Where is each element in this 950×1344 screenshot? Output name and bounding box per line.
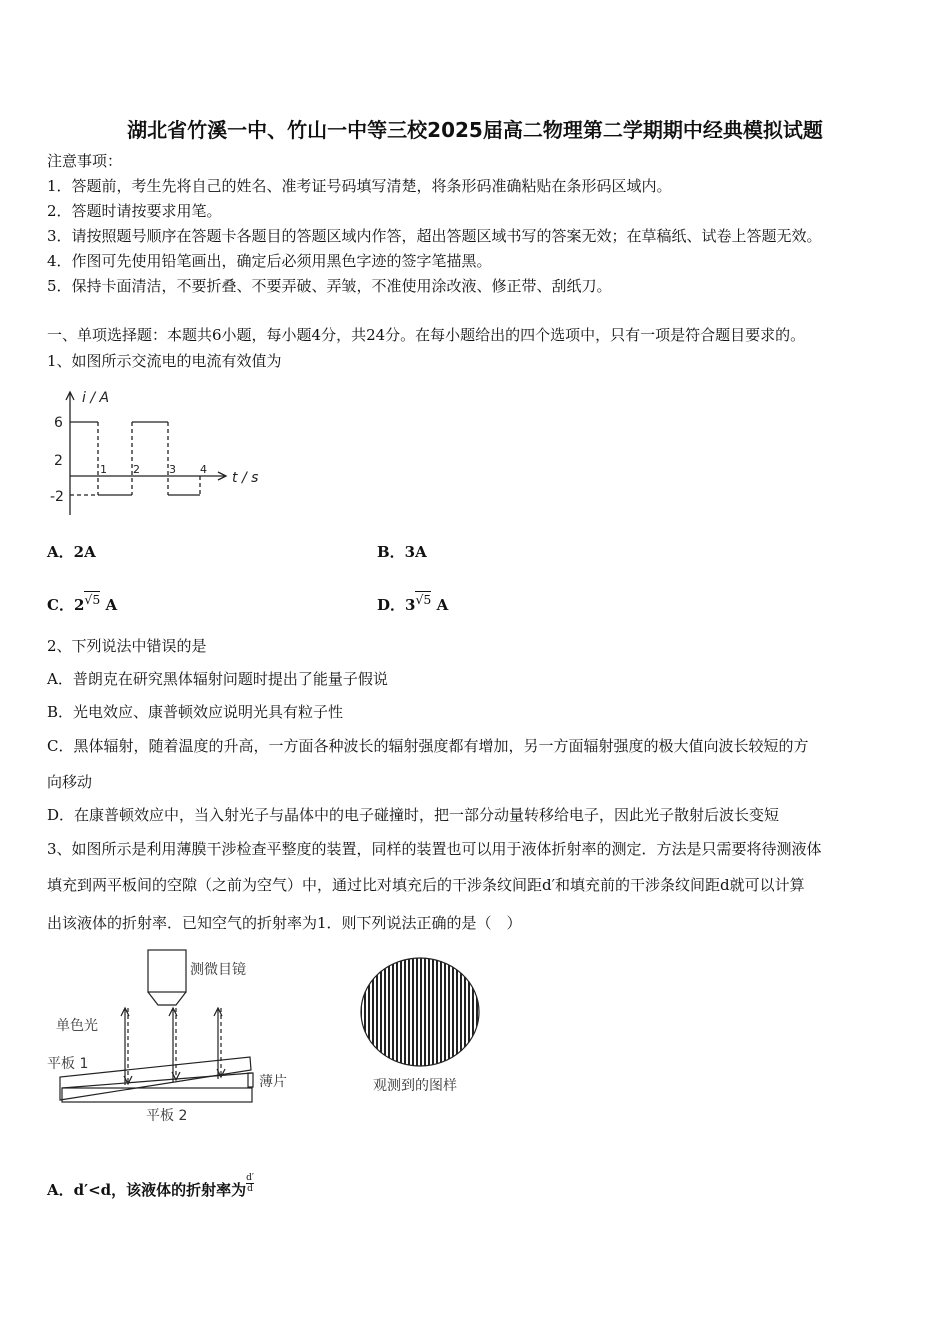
label-plate1: 平板 1 xyxy=(47,1056,89,1072)
q1-option-c: C．$2^{√5}$ A xyxy=(47,592,118,614)
notice-item: 5．保持卡面清洁，不要折叠、不要弄破、弄皱，不准使用涂改液、修正带、刮纸刀。 xyxy=(47,277,612,295)
q3-stem: 3、如图所示是利用薄膜干涉检查平整度的装置，同样的装置也可以用于液体折射率的测定．方法是只需要将待测液体 xyxy=(47,840,822,858)
q1-option-b: B．3A xyxy=(377,543,427,561)
y-tick: 6 xyxy=(54,415,63,431)
y-axis-label: i / A xyxy=(82,390,110,406)
y-tick: 2 xyxy=(54,453,63,469)
q3-stem: 出该液体的折射率．已知空气的折射率为1．则下列说法正确的是（ ） xyxy=(47,914,522,932)
notice-item: 3．请按照题号顺序在答题卡各题目的答题区域内作答，超出答题区域书写的答案无效；在草稿纸、试卷上答题无效。 xyxy=(47,227,822,245)
x-tick: 1 xyxy=(100,463,107,476)
label-plate2: 平板 2 xyxy=(146,1108,188,1124)
q1-option-a: A．2A xyxy=(47,543,96,561)
x-tick: 2 xyxy=(133,463,140,476)
x-tick: 3 xyxy=(169,463,176,476)
q2-option-c: C．黑体辐射，随着温度的升高，一方面各种波长的辐射强度都有增加，另一方面辐射强度的极大值向波长较短的方 xyxy=(47,737,809,755)
label-eyepiece: 测微目镜 xyxy=(190,962,246,978)
current-time-graph xyxy=(40,380,280,520)
q1-option-d: D．$3^{√5}$ A xyxy=(377,592,449,614)
label-sheet: 薄片 xyxy=(259,1074,287,1090)
page-title: 湖北省竹溪一中、竹山一中等三校2025届高二物理第二学期期中经典模拟试题 xyxy=(127,118,823,142)
section-heading: 一、单项选择题：本题共6小题，每小题4分，共24分。在每小题给出的四个选项中，只有一项是符合题目要求的。 xyxy=(47,326,806,344)
q2-option-a: A．普朗克在研究黑体辐射问题时提出了能量子假说 xyxy=(47,670,388,688)
notice-item: 4．作图可先使用铅笔画出，确定后必须用黑色字迹的签字笔描黑。 xyxy=(47,252,492,270)
q1-stem: 1、如图所示交流电的电流有效值为 xyxy=(47,352,282,370)
q3-stem: 填充到两平板间的空隙（之前为空气）中，通过比对填充后的干涉条纹间距d′和填充前的干涉条纹间距d就可以计算 xyxy=(47,876,805,894)
label-light: 单色光 xyxy=(56,1018,98,1034)
q2-option-b: B．光电效应、康普顿效应说明光具有粒子性 xyxy=(47,703,344,721)
q3-option-a: A．d′<d，该液体的折射率为 $\frac{d'}{d}$ xyxy=(47,1172,254,1199)
notice-item: 1．答题前，考生先将自己的姓名、准考证号码填写清楚，将条形码准确粘贴在条形码区域内。 xyxy=(47,177,672,195)
q2-stem: 2、下列说法中错误的是 xyxy=(47,637,207,655)
notice-item: 2．答题时请按要求用笔。 xyxy=(47,202,222,220)
notice-heading: 注意事项： xyxy=(47,152,123,170)
interference-apparatus-figure xyxy=(40,940,500,1130)
y-tick: -2 xyxy=(50,489,64,505)
x-tick: 4 xyxy=(200,463,207,476)
q2-option-d: D．在康普顿效应中，当入射光子与晶体中的电子碰撞时，把一部分动量转移给电子，因此光子散射后波长变短 xyxy=(47,806,780,824)
x-axis-label: t / s xyxy=(232,470,259,486)
label-pattern: 观测到的图样 xyxy=(373,1078,457,1094)
q2-option-c-cont: 向移动 xyxy=(47,773,93,791)
